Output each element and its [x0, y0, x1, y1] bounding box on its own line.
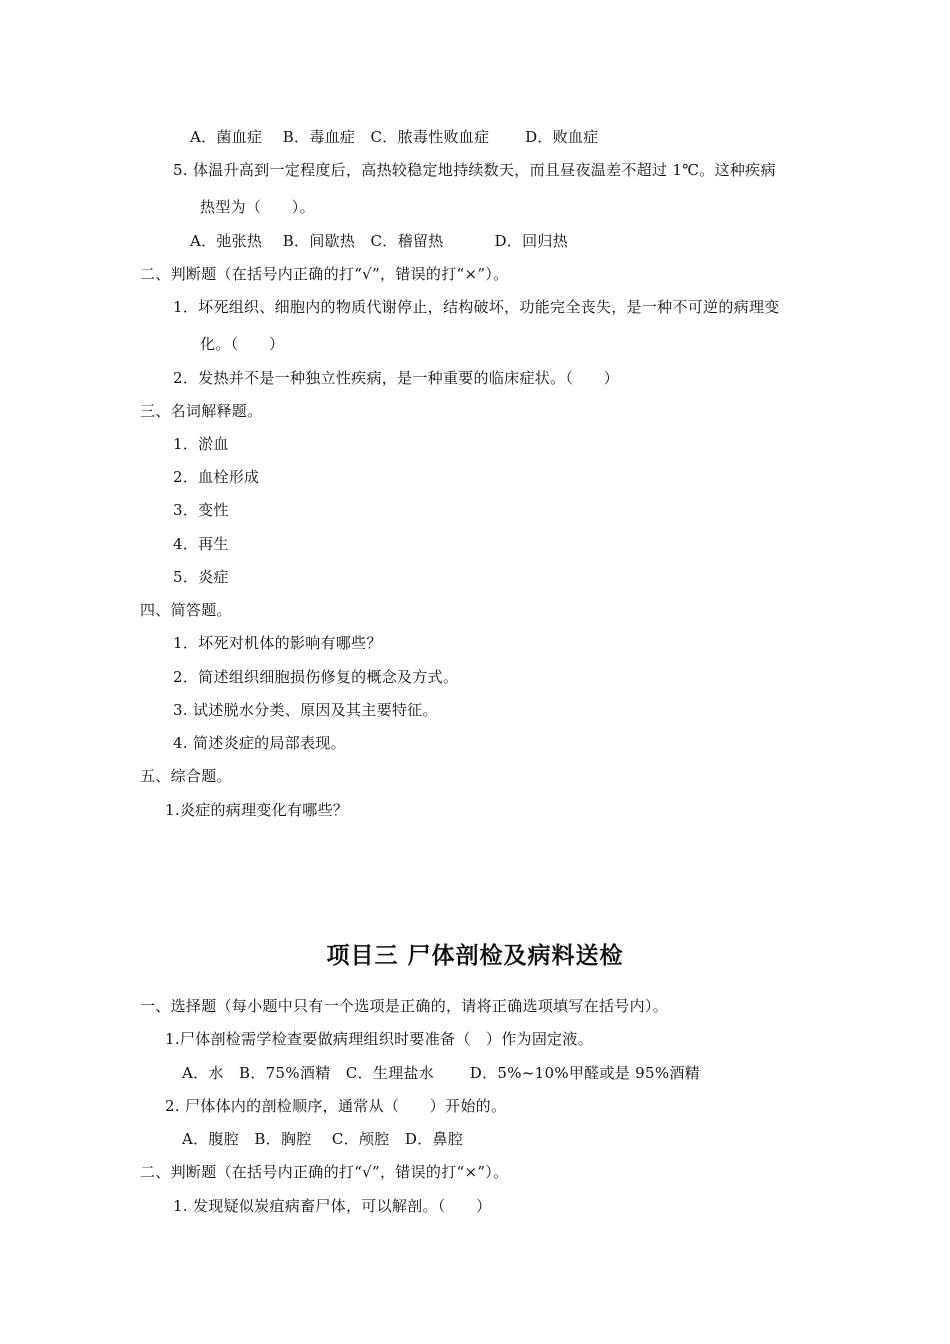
- q5-stem-line2: 热型为（ ）。: [200, 198, 315, 216]
- term-item: 2．血栓形成: [173, 468, 260, 486]
- judge-q1-line2: 化。（ ）: [200, 335, 285, 353]
- section4-heading: 四、简答题。: [140, 601, 232, 619]
- choice-q2-options: A．腹腔 B．胸腔 C．颅腔 D．鼻腔: [182, 1130, 464, 1148]
- term-item: 5．炎症: [173, 568, 229, 586]
- choice-q1-options: A．水 B．75%酒精 C．生理盐水 D．5%~10%甲醛或是 95%酒精: [182, 1064, 700, 1082]
- page-title: 项目三 尸体剖检及病料送检: [326, 943, 624, 969]
- section3-heading: 三、名词解释题。: [140, 402, 263, 420]
- section5-heading: 五、综合题。: [140, 767, 232, 785]
- q5-stem-line1: 5. 体温升高到一定程度后，高热较稳定地持续数天，而且昼夜温差不超过 1℃。这种疾病: [173, 161, 776, 179]
- term-item: 4．再生: [173, 535, 229, 553]
- judge-section-heading: 二、判断题（在括号内正确的打“√”，错误的打“×”）。: [140, 1163, 509, 1181]
- short-answer-item: 2．简述组织细胞损伤修复的概念及方式。: [173, 668, 459, 686]
- q4-options: A．菌血症 B．毒血症 C．脓毒性败血症 D．败血症: [190, 128, 599, 146]
- q5-options: A．弛张热 B．间歇热 C．稽留热 D．回归热: [190, 232, 568, 250]
- short-answer-item: 3. 试述脱水分类、原因及其主要特征。: [173, 701, 438, 719]
- judge-q2: 2．发热并不是一种独立性疾病，是一种重要的临床症状。（ ）: [173, 369, 620, 387]
- choice-q2: 2. 尸体体内的剖检顺序，通常从（ ）开始的。: [165, 1097, 507, 1115]
- judge-q1-line1: 1．坏死组织、细胞内的物质代谢停止，结构破坏，功能完全丧失，是一种不可逆的病理变: [173, 298, 780, 316]
- term-item: 3．变性: [173, 501, 229, 519]
- choice-section-heading: 一、选择题（每小题中只有一个选项是正确的，请将正确选项填写在括号内）。: [140, 997, 669, 1015]
- short-answer-item: 1．坏死对机体的影响有哪些？: [173, 634, 382, 652]
- comprehensive-q1: 1.炎症的病理变化有哪些？: [165, 801, 349, 819]
- choice-q1: 1.尸体剖检需学检查要做病理组织时要准备（ ）作为固定液。: [165, 1030, 594, 1048]
- section2-heading: 二、判断题（在括号内正确的打“√”，错误的打“×”）。: [140, 265, 509, 283]
- short-answer-item: 4. 简述炎症的局部表现。: [173, 734, 346, 752]
- term-item: 1．淤血: [173, 435, 229, 453]
- judge-q1: 1. 发现疑似炭疽病畜尸体，可以解剖。（ ）: [173, 1197, 492, 1215]
